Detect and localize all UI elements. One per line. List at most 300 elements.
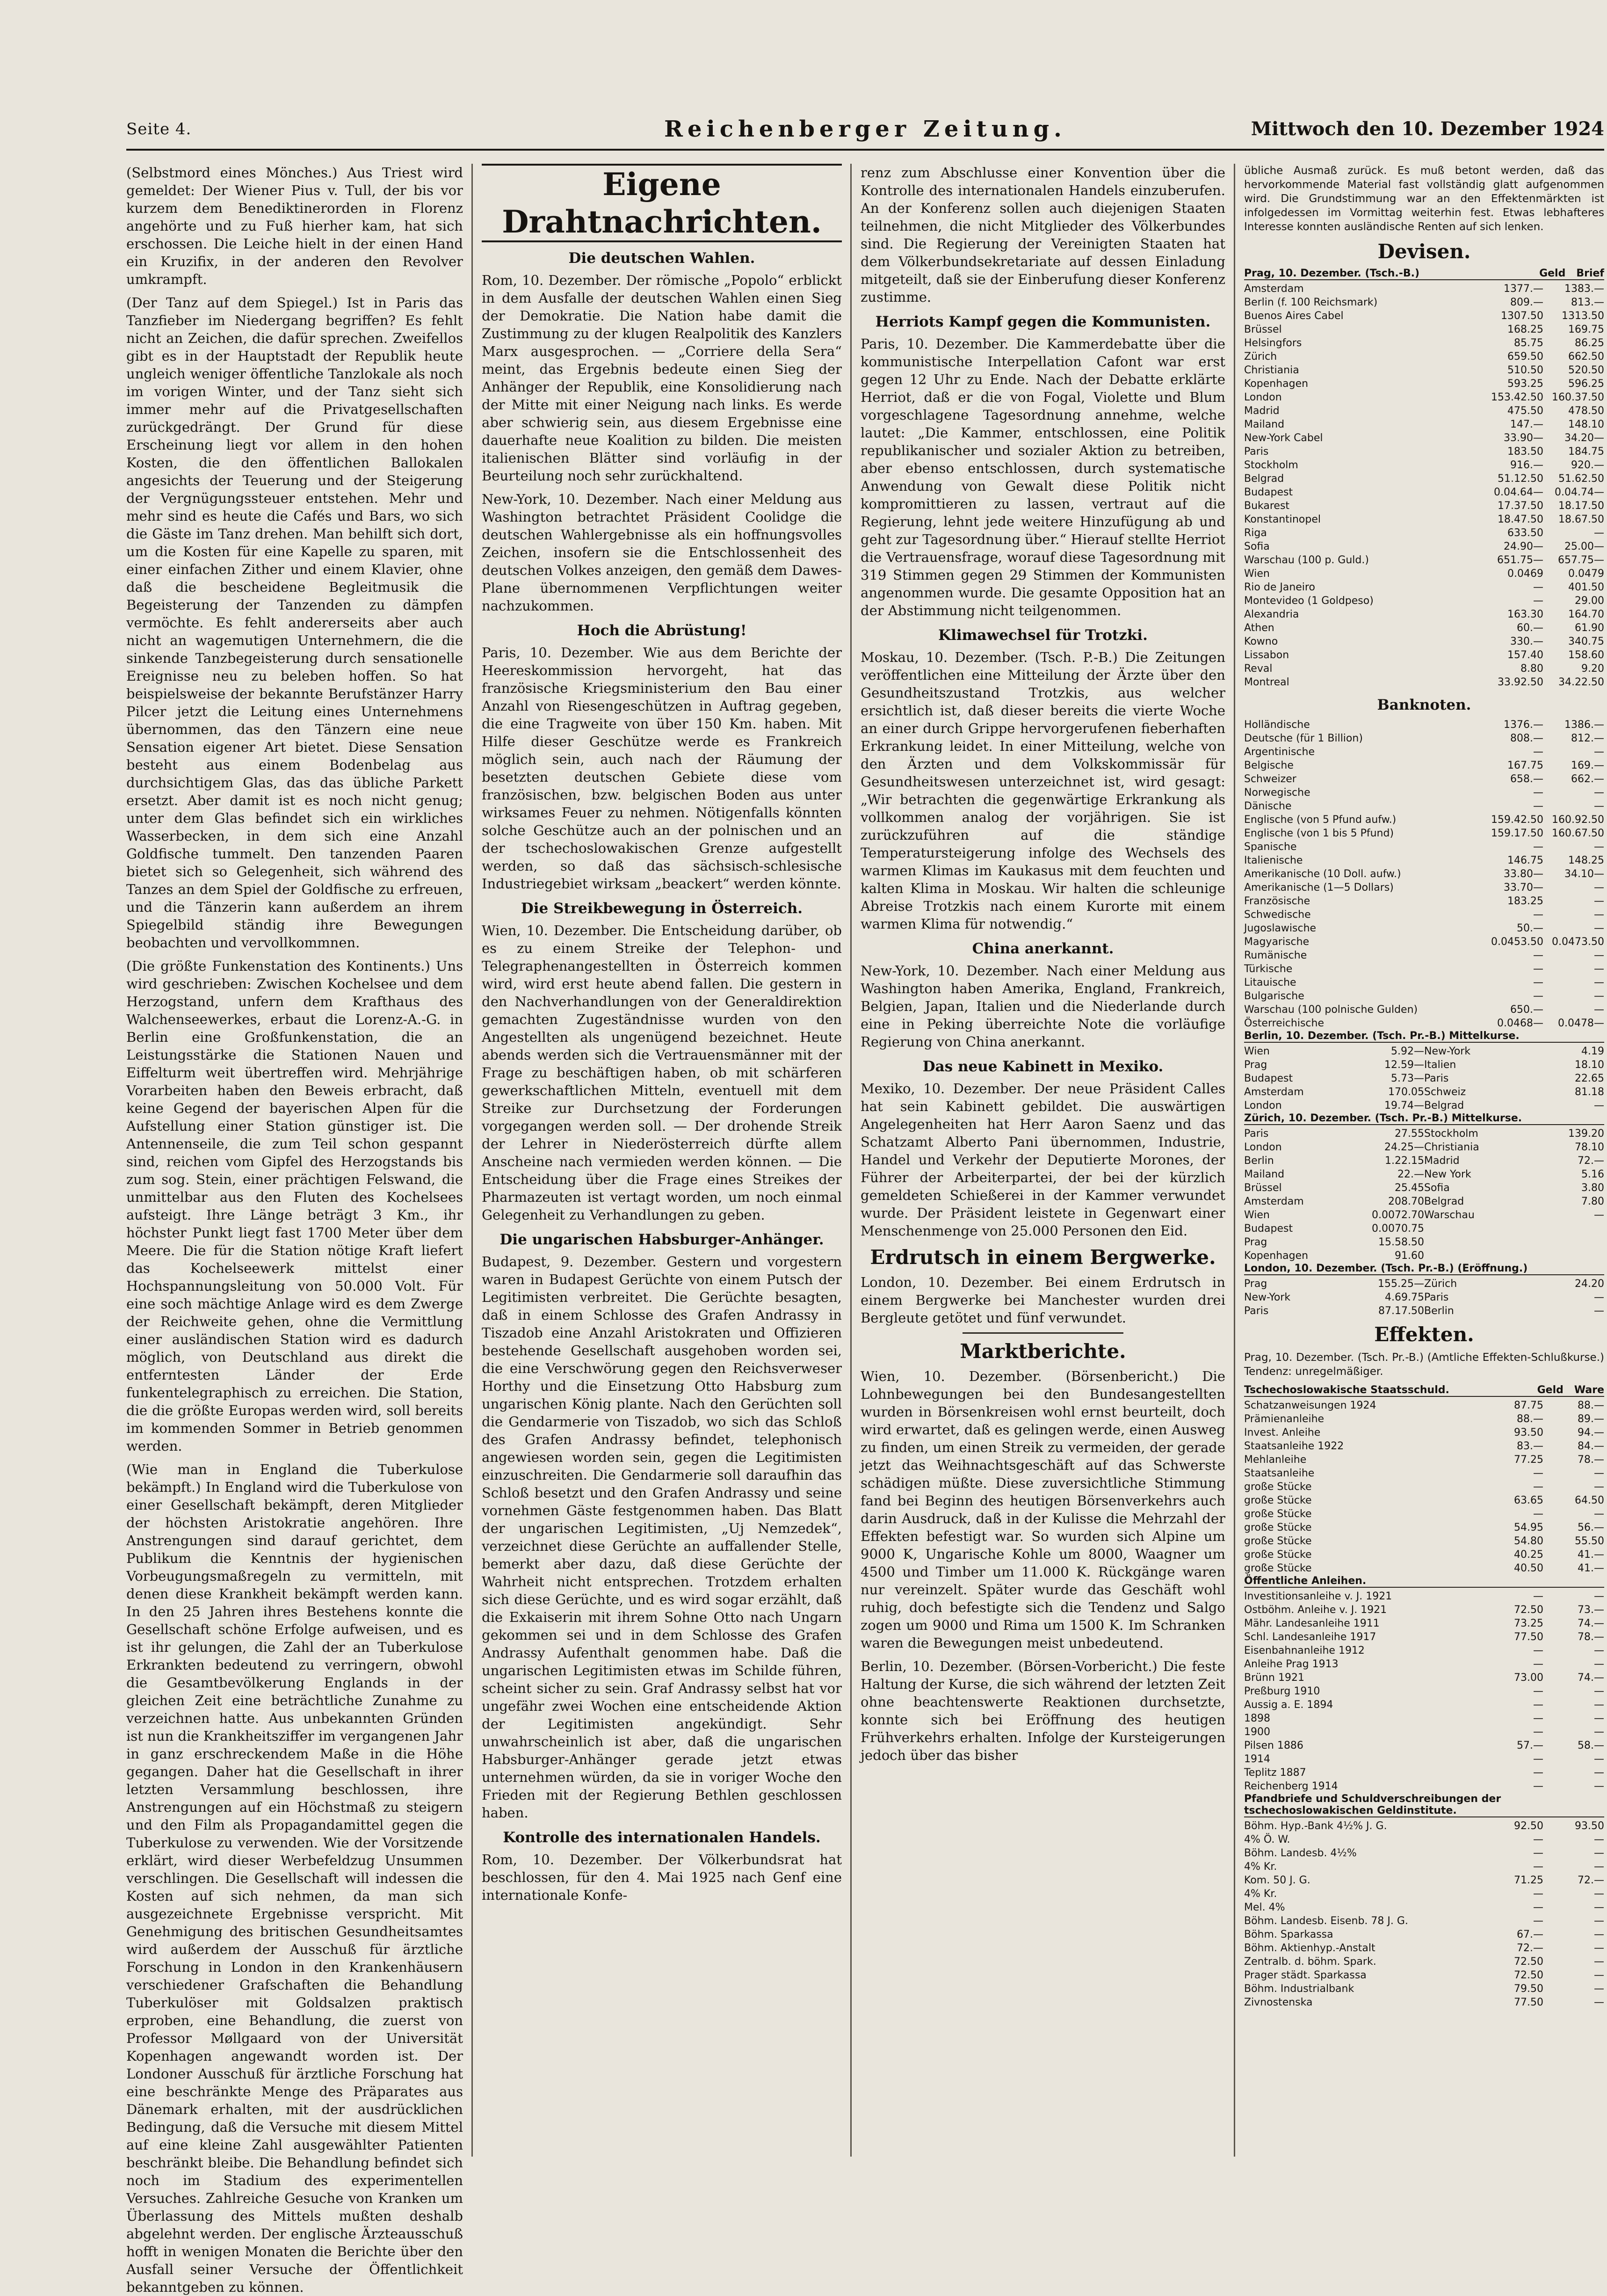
table-row — [1244, 526, 1604, 540]
row-value: 0.0469 — [1507, 568, 1543, 580]
row-value: 659.50 — [1507, 351, 1543, 363]
row-label: Aussig a. E. 1894 — [1244, 1699, 1333, 1711]
article-monk: (Selbstmord eines Mönches.) Aus Triest wird gemeldet: Der Wiener Pius v. Tull, der bis vor kurzem dem Benediktinerorden in Florenz angehörte und zu Fuß hierher kam, hat sich erschossen. Die Leiche hielt in der einen Hand ein Kruzifix, in der anderen den Revolver umkrampft. — [126, 165, 463, 287]
row-label: Böhm. Landesb. 4½% — [1244, 1847, 1357, 1859]
table-row — [1244, 1671, 1604, 1685]
row-value: 1307.50 — [1501, 310, 1543, 322]
table-row — [1244, 881, 1604, 894]
row-value: 51.12.50 — [1498, 473, 1543, 485]
table-row — [1244, 472, 1604, 486]
row-label: Mel. 4% — [1244, 1902, 1285, 1913]
row-value: — — [1594, 841, 1604, 853]
row-value: 18.47.50 — [1498, 514, 1543, 525]
row-label: Wien — [1244, 1209, 1270, 1221]
row-label: Montreal — [1244, 676, 1289, 688]
row-value: 83.— — [1517, 1440, 1543, 1452]
row-value: 657.75— — [1558, 554, 1604, 566]
row-label: Holländische — [1244, 719, 1310, 731]
row-value: 33.80— — [1504, 868, 1543, 880]
row-value: 40.25 — [1514, 1549, 1543, 1561]
table-row — [1244, 1521, 1604, 1534]
row-value: — — [1594, 1956, 1604, 1968]
effekten-table — [1244, 1399, 1604, 1575]
table-row — [1244, 732, 1604, 745]
row-value: 87.17.50 — [1378, 1305, 1424, 1317]
table-row — [1244, 1195, 1604, 1208]
table-row — [1244, 1780, 1604, 1793]
row-label: Stockholm — [1244, 459, 1298, 471]
row-value: 22.— — [1397, 1169, 1424, 1180]
pfand-header — [1244, 1793, 1604, 1817]
row-value: 60.— — [1517, 622, 1543, 634]
row-value: — — [1533, 963, 1543, 975]
row-label: Berlin (f. 100 Reichsmark) — [1244, 297, 1378, 308]
row-value: 93.50 — [1575, 1820, 1604, 1832]
row-value: Paris — [1424, 1292, 1449, 1303]
row-value: — — [1594, 1997, 1604, 2008]
row-value: 51.62.50 — [1558, 473, 1604, 485]
row-label: Paris — [1244, 446, 1269, 458]
row-value: — — [1594, 800, 1604, 812]
oeffentliche-anleihen-table — [1244, 1590, 1604, 1793]
row-value: — — [1533, 977, 1543, 988]
row-value: — — [1594, 977, 1604, 988]
row-label: Kopenhagen — [1244, 1250, 1309, 1262]
table-row — [1244, 1439, 1604, 1453]
zurich-table — [1244, 1127, 1604, 1263]
row-value: 34.10— — [1564, 868, 1604, 880]
devisen-title: Devisen. — [1377, 240, 1471, 263]
row-label: Belgische — [1244, 760, 1294, 771]
row-value: — — [1594, 1481, 1604, 1493]
row-label: Rumänische — [1244, 950, 1307, 961]
article-text: New-York, 10. Dezember. Nach einer Meldung aus Washington betrachtet Präsident Coolidge die deutschen Wahlergebnisse als ein hoffnungsvolles Zeichen, insofern sie die Entschlossenheit des deutschen Volkes anzeigen, den gemäß dem Dawes-Plane übernommenen Verpflichtungen weiter nachzukommen. — [482, 491, 842, 614]
article-text: Wien, 10. Dezember. (Börsenbericht.) Die Lohnbewegungen bei den Bundesangestellten wurden in Börsenkreisen wohl ernst beurteilt, doch wird erwartet, daß es gelingen werde, einen Ausweg zu finden, um einen Streik zu vermeiden, der gerade jetzt das Weihnachtsgeschäft auf das Schwerste schädigen müßte. Diese zuversichtliche Stimmung fand bei Beginn des heutigen Börsenverkehrs auch darin Ausdruck, daß in der Kulisse die Mehrzahl der Effekten befestigt war. So wurden sich Alpine um 9000 K, Ungarische Kohle um 8000, Waagner um 4500 und Timber um 11.000 K. Rückgänge waren nur vereinzelt. Später wurde das Geschäft wohl ruhig, doch befestigte sich die Tendenz und Salgo zogen um 9000 und Rima um 1500 K. Im Schranken waren die Bewegungen meist unbedeutend. — [861, 1368, 1225, 1651]
table-row — [1244, 759, 1604, 772]
row-label: große Stücke — [1244, 1508, 1312, 1520]
article-text: Paris, 10. Dezember. Die Kammerdebatte über die kommunistische Interpellation Cafont war erst gegen 12 Uhr zu Ende. Nach der Debatte erklärte Herriot, daß er die von Fogal, Violette und Blum vorgeschlagene Tagesordnung annehme, welche lautet: „Die Kammer, entschlossen, eine Politik republikanischer und sozialer Aktion zu betreiben, aber ebenso entschlossen, durch systematische Anwendung von Gewalt diese Politik nicht kompromittieren zu lassen, vertraut auf die Regierung, lehnt jede weitere Hinzufügung ab und geht zur Tagesordnung über.“ Hierauf stellte Herriot die Vertrauensfrage, worauf diese Tagesordnung mit 319 Stimmen gegen 29 Stimmen der Kommunisten angenommen wurde. Die gesamte Opposition hat an der Abstimmung nicht teilgenommen. — [861, 336, 1225, 618]
berlin-header — [1244, 1030, 1604, 1043]
row-value: 72.50 — [1514, 1604, 1543, 1616]
row-value: — — [1594, 1942, 1604, 1954]
row-value: 18.17.50 — [1558, 500, 1604, 512]
row-value: 330.— — [1510, 636, 1543, 647]
row-value: 520.50 — [1568, 364, 1604, 376]
row-value: — — [1594, 909, 1604, 921]
row-value: 73.00 — [1514, 1672, 1543, 1684]
row-label: Konstantinopel — [1244, 514, 1321, 525]
london-head-text: London, 10. Dezember. (Tsch. Pr.-B.) (Eröffnung.) — [1244, 1263, 1528, 1274]
devisen-table — [1244, 282, 1604, 689]
article-text: Rom, 10. Dezember. Der römische „Popolo“ erblickt in dem Ausfalle der deutschen Wahlen einen Sieg der Demokratie. Die Nation habe damit die Zustimmung zu der klugen Realpolitik des Kanzlers Marx ausgesprochen. — „Corriere della Sera“ meint, das Ergebnis bedeute einen Sieg der Anhänger der Republik, eine Konsolidierung nach der Mitte mit einer Neigung nach links. Es werde aber schwierig sein, aus diesem Ergebnisse eine dauerhafte neue Koalition zu bilden. Die meisten italienischen Blätter sind vorläufig in der Beurteilung noch sehr zurückhaltend. — [482, 272, 842, 484]
headline: Kontrolle des internationalen Handels. — [503, 1829, 821, 1846]
row-value: 0.0453.50 — [1491, 936, 1543, 948]
table-row — [1244, 608, 1604, 621]
row-value: 41.— — [1578, 1549, 1604, 1561]
row-value: Italien — [1424, 1059, 1456, 1071]
zurich-header — [1244, 1112, 1604, 1125]
table-row — [1244, 922, 1604, 935]
row-label: große Stücke — [1244, 1535, 1312, 1547]
row-value: — — [1533, 1468, 1543, 1479]
table-row — [1244, 676, 1604, 689]
table-row — [1244, 1249, 1604, 1263]
row-value — [1543, 1235, 1604, 1249]
row-value: 169.— — [1571, 760, 1604, 771]
table-row — [1244, 1860, 1604, 1874]
table-row — [1244, 827, 1604, 840]
row-label: Dänische — [1244, 800, 1292, 812]
row-label: Kopenhagen — [1244, 378, 1309, 390]
row-label: Amerikanische (10 Doll. aufw.) — [1244, 868, 1401, 880]
effekten-title: Effekten. — [1374, 1323, 1474, 1346]
table-row — [1244, 962, 1604, 976]
row-label: Ostböhm. Anleihe v. J. 1921 — [1244, 1604, 1387, 1616]
row-value: 9.20 — [1581, 663, 1604, 675]
row-value: — — [1533, 1847, 1543, 1859]
row-label: Zürich — [1244, 351, 1277, 363]
row-label: Invest. Anleihe — [1244, 1427, 1321, 1439]
headline: Klimawechsel für Trotzki. — [938, 627, 1148, 644]
row-value: 56.— — [1578, 1522, 1604, 1533]
row-value: Belgrad — [1424, 1100, 1464, 1112]
row-value: 63.65 — [1514, 1495, 1543, 1506]
table-row — [1244, 745, 1604, 759]
pfandbriefe-table — [1244, 1819, 1604, 2009]
row-value: 401.50 — [1568, 581, 1604, 593]
row-label: große Stücke — [1244, 1549, 1312, 1561]
table-row — [1244, 1494, 1604, 1507]
row-value: 64.50 — [1575, 1495, 1604, 1506]
row-label: Teplitz 1887 — [1244, 1767, 1306, 1779]
row-value: — — [1594, 1983, 1604, 1995]
column-3 — [861, 164, 1225, 2152]
table-row — [1244, 1603, 1604, 1617]
row-value: 87.75 — [1514, 1400, 1543, 1411]
row-label: Böhm. Industrialbank — [1244, 1983, 1354, 1995]
table-row — [1244, 567, 1604, 581]
row-value: 15.58.50 — [1378, 1236, 1424, 1248]
row-label: Prämienanleihe — [1244, 1413, 1325, 1425]
table-row — [1244, 1127, 1604, 1141]
table-row — [1244, 1833, 1604, 1846]
table-row — [1244, 1712, 1604, 1725]
row-value: 40.50 — [1514, 1562, 1543, 1574]
row-value: 1386.— — [1564, 719, 1604, 731]
table-row — [1244, 1154, 1604, 1168]
column-rule — [1234, 164, 1235, 2157]
row-value: — — [1533, 746, 1543, 758]
table-row — [1244, 935, 1604, 949]
table-row — [1244, 1045, 1604, 1058]
table-row — [1244, 1698, 1604, 1712]
table-row — [1244, 499, 1604, 513]
row-value: 0.0478— — [1558, 1017, 1604, 1029]
row-value: 78.— — [1578, 1631, 1604, 1643]
row-label: Französische — [1244, 895, 1310, 907]
row-value: 8.80 — [1520, 663, 1543, 675]
table-row — [1244, 1017, 1604, 1030]
table-row — [1244, 813, 1604, 827]
row-value: — — [1533, 1726, 1543, 1738]
column-4 — [1244, 164, 1604, 2152]
row-value: — — [1594, 1508, 1604, 1520]
table-row — [1244, 1819, 1604, 1833]
row-value: 17.37.50 — [1498, 500, 1543, 512]
table-row — [1244, 336, 1604, 350]
article-text: Berlin, 10. Dezember. (Börsen-Vorbericht.) Die feste Haltung der Kurse, die sich während der letzten Zeit ohne beachtenswerte Reaktionen durchsetzte, konnte sich bei Eröffnung des heutigen Frühverkehrs erhalten. Infolge der Kursteigerungen jedoch über das bisher — [861, 1658, 1225, 1763]
table-row — [1244, 1480, 1604, 1494]
table-row — [1244, 1003, 1604, 1017]
headline: Die Streikbewegung in Österreich. — [521, 900, 803, 917]
column-2 — [482, 164, 842, 2152]
row-label: Jugoslawische — [1244, 923, 1317, 934]
table-row — [1244, 1453, 1604, 1467]
row-label: Litauische — [1244, 977, 1296, 988]
row-label: Amsterdam — [1244, 283, 1304, 295]
article-tuberculosis: (Wie man in England die Tuberkulose bekämpft.) In England wird die Tuberkulose von einer Gesellschaft bekämpft, deren Mitglieder der höchsten Aristokratie angehören. Ihre Anstrengungen sind darauf gerichtet, dem Publikum die Kenntnis der hygienischen Vorbeugungsmaßregeln zu vermitteln, mit denen diese Krankheit bekämpft werden kann. In den 25 Jahren ihres Bestehens konnte die Gesellschaft schöne Erfolge aufweisen, und es ist ihr gelungen, die Zahl der an Tuberkulose Erkrankten bedeutend zu verringern, obwohl die Gesamtbevölkerung Englands in der gleichen Zeit eine beträchtliche Zunahme zu verzeichnen hatte. Aus unbekannten Gründen ist nun die Krankheitsziffer im vergangenen Jahr in ganz erschreckendem Maße in die Höhe gegangen. Daher hat die Gesellschaft in ihrer letzten Versammlung beschlossen, ihre Anstrengungen auf ein Höchstmaß zu steigern und den Film als Propagandamittel gegen die Tuberkulose zu verwenden. Wie der Vorsitzende erklärt, wird dieser Werbefeldzug Unsummen verschlingen. Die Gesellschaft will indessen die Kosten auf sich nehmen, da man sich ausgezeichnete Ergebnisse verspricht. Mit Genehmigung des britischen Gesundheitsamtes wird außerdem der Ausschuß für ärztliche Forschung in London in den Krankenhäusern verschiedener Grafschaften die Behandlung Tuberkulöser mit Goldsalzen praktisch erproben, eine Behandlung, die zuerst von Professor Møllgaard von der Universität Kopenhagen angewandt worden ist. Der Londoner Ausschuß für ärztliche Forschung hat eine beschränkte Menge des Präparates aus Dänemark erhalten, mit der ausdrücklichen Bedingung, daß die Versuche mit diesem Mittel auf eine kleine Zahl ausgewählter Patienten beschränkt bleibe. Die Behandlung befindet sich noch im Stadium des experimentellen Versuches. Zahlreiche Gesuche von Kranken um Überlassung des Mittels mußten deshalb abgelehnt werden. Der englische Ärzteausschuß hofft in wenigen Monaten die Berichte über den Ausfall seiner Versuche der Öffentlichkeit bekanntgeben zu können. — [126, 1461, 463, 2295]
row-value: 5.92— — [1391, 1046, 1424, 1057]
row-value: — — [1533, 950, 1543, 961]
row-value: 57.— — [1517, 1740, 1543, 1751]
row-value: — — [1533, 1780, 1543, 1792]
table-row — [1244, 445, 1604, 458]
row-value: Christiania — [1424, 1141, 1479, 1153]
row-value: 0.0468— — [1497, 1017, 1543, 1029]
row-value: 54.95 — [1514, 1522, 1543, 1533]
row-label: Bulgarische — [1244, 990, 1304, 1002]
table-row — [1244, 1181, 1604, 1195]
row-label: große Stücke — [1244, 1481, 1312, 1493]
row-value: 93.50 — [1514, 1427, 1543, 1439]
table-row — [1244, 1141, 1604, 1154]
row-label: Italienische — [1244, 855, 1303, 866]
row-label: Zentralb. d. böhm. Spark. — [1244, 1956, 1376, 1968]
table-row — [1244, 1412, 1604, 1426]
row-label: Mailand — [1244, 419, 1285, 430]
row-label: Anleihe Prag 1913 — [1244, 1658, 1339, 1670]
table-row — [1244, 1928, 1604, 1941]
row-value: — — [1594, 963, 1604, 975]
row-value: 812.— — [1571, 733, 1604, 744]
row-value: 510.50 — [1507, 364, 1543, 376]
row-value: 5.16 — [1581, 1169, 1604, 1180]
table-row — [1244, 786, 1604, 799]
row-value: 662.50 — [1568, 351, 1604, 363]
row-value: — — [1594, 746, 1604, 758]
table-row — [1244, 635, 1604, 648]
row-value: 183.25 — [1507, 895, 1543, 907]
row-label: Böhm. Landesb. Eisenb. 78 J. G. — [1244, 1915, 1408, 1927]
table-row — [1244, 799, 1604, 813]
devisen-header — [1244, 268, 1604, 280]
row-value: 81.18 — [1575, 1086, 1604, 1098]
row-value: 88.— — [1517, 1413, 1543, 1425]
row-value: 478.50 — [1568, 405, 1604, 417]
row-label: London — [1244, 1100, 1282, 1112]
table-row — [1244, 1874, 1604, 1887]
row-value: 1383.— — [1564, 283, 1604, 295]
headline: Hoch die Abrüstung! — [577, 622, 747, 639]
row-value: 1377.— — [1504, 283, 1543, 295]
row-value: 340.75 — [1568, 636, 1604, 647]
table-row — [1244, 840, 1604, 854]
table-row — [1244, 1657, 1604, 1671]
row-label: New-York — [1244, 1292, 1291, 1303]
row-value: 1.22.15 — [1385, 1155, 1424, 1167]
london-header — [1244, 1263, 1604, 1275]
row-value: 33.92.50 — [1498, 676, 1543, 688]
headline: Herriots Kampf gegen die Kommunisten. — [875, 313, 1211, 330]
table-row — [1244, 1291, 1604, 1304]
row-label: Brüssel — [1244, 1182, 1282, 1194]
row-value: 139.20 — [1568, 1128, 1604, 1140]
row-value: — — [1594, 923, 1604, 934]
noten-title: Banknoten. — [1377, 697, 1471, 713]
row-value: 33.90— — [1504, 432, 1543, 444]
row-value: 167.75 — [1507, 760, 1543, 771]
row-value: 89.— — [1578, 1413, 1604, 1425]
table-row — [1244, 1399, 1604, 1412]
row-label: Warschau (100 p. Guld.) — [1244, 554, 1369, 566]
table-row — [1244, 1887, 1604, 1901]
table-row — [1244, 581, 1604, 594]
row-label: 4% Kr. — [1244, 1888, 1277, 1900]
row-value: 12.59— — [1384, 1059, 1424, 1071]
row-value: 72.50 — [1514, 1969, 1543, 1981]
row-value: 84.— — [1578, 1440, 1604, 1452]
article-text: New-York, 10. Dezember. Nach einer Meldung aus Washington haben Amerika, England, Frankreich, Belgien, Japan, Italien und die Niederlande durch eine in Peking überreichte Note die vorläufige Regierung von China anerkannt. — [861, 963, 1225, 1050]
table-row — [1244, 621, 1604, 635]
row-value: 29.00 — [1575, 595, 1604, 607]
page-header — [126, 116, 1604, 151]
table-row — [1244, 989, 1604, 1003]
row-value — [1424, 1249, 1543, 1263]
row-value: 78.— — [1578, 1454, 1604, 1466]
row-value: — — [1594, 950, 1604, 961]
table-row — [1244, 458, 1604, 472]
oeff-header — [1244, 1575, 1604, 1588]
effekten-sub: Tschechoslowakische Staatsschuld. — [1244, 1384, 1449, 1396]
row-value: 170.05 — [1388, 1086, 1424, 1098]
row-value: 24.20 — [1575, 1278, 1604, 1290]
row-label: Investitionsanleihe v. J. 1921 — [1244, 1591, 1392, 1602]
table-row — [1244, 1085, 1604, 1099]
table-row — [1244, 908, 1604, 922]
table-row — [1244, 1426, 1604, 1439]
column-1 — [126, 164, 463, 2295]
row-value: 67.— — [1517, 1929, 1543, 1940]
row-value: 169.75 — [1568, 324, 1604, 335]
headline: Das neue Kabinett in Mexiko. — [922, 1058, 1164, 1075]
row-value: 27.55 — [1395, 1128, 1424, 1140]
row-value: 88.— — [1578, 1400, 1604, 1411]
row-value: 159.42.50 — [1491, 814, 1543, 826]
row-label: Athen — [1244, 622, 1274, 634]
table-row — [1244, 391, 1604, 404]
table-row — [1244, 1562, 1604, 1575]
row-value: — — [1594, 1713, 1604, 1724]
row-value: — — [1533, 1902, 1543, 1913]
row-label: 1898 — [1244, 1713, 1270, 1724]
row-label: Spanische — [1244, 841, 1297, 853]
article-mirror-dance: (Der Tanz auf dem Spiegel.) Ist in Paris das Tanzfieber im Niedergang begriffen? Es fehlt nicht an Zeichen, die dafür sprechen. Zweifellos gibt es in der Hauptstadt der Republik heute ungleich weniger öffentliche Tanzlokale als noch im vorigen Winter, und der Tanz sieht sich immer mehr auf die Privatgesellschaften zurückgedrängt. Der Grund für diese Erscheinung liegt vor allem in den hohen Kosten, die den öffentlichen Ballokalen angesichts der Teuerung und der Steigerung der Vergnügungssteuer entstehen. Mehr und mehr sind es heute die Cafés und Bars, wo sich die Gäste im Tanz drehen. Man behilft sich dort, um die Kosten für eine Kapelle zu sparen, mit einer einfachen Zither und einem Klavier, ohne daß die bescheidene Begleitmusik die Begeisterung der Tanzenden zu dämpfen vermöchte. Es fehlt andererseits aber auch nicht an wagemutigen Unternehmern, die die sinkende Tanzbegeisterung durch sensationelle Ereignisse neu zu beleben hoffen. So hat beispielsweise der bekannte Berufstänzer Harry Pilcer jetzt die Leitung eines Unternehmens übernommen, das den Tänzern eine neue Sensation eigener Art bietet. Diese Sensation besteht aus einem Bodenbelag aus durchsichtigem Glas, das das übliche Parkett ersetzt. Aber damit ist es noch nicht genug; unter dem Glas befindet sich ein wirkliches Wasserbecken, in dem sich eine Anzahl Goldfische tummelt. Den tanzenden Paaren bietet sich so Gelegenheit, sich während des Tanzes an dem Spiel der Goldfische zu erfreuen, und die Tänzerin kann außerdem an ihrem Spiegelbild ständig ihre Bewegungen beobachten und vervollkommnen. — [126, 295, 463, 951]
row-label: London — [1244, 392, 1282, 403]
row-label: Prag — [1244, 1236, 1267, 1248]
separator — [963, 1332, 1123, 1334]
row-value: — — [1594, 1305, 1604, 1317]
table-row — [1244, 540, 1604, 553]
row-label: Paris — [1244, 1305, 1269, 1317]
row-value: — — [1594, 895, 1604, 907]
table-row — [1244, 1277, 1604, 1291]
row-value: — — [1594, 787, 1604, 799]
row-value: Sofia — [1424, 1182, 1450, 1194]
row-value: 92.50 — [1514, 1820, 1543, 1832]
row-value: 72.50 — [1514, 1956, 1543, 1968]
table-row — [1244, 1955, 1604, 1969]
row-value: 658.— — [1510, 773, 1543, 785]
row-label: Montevideo (1 Goldpeso) — [1244, 595, 1374, 607]
row-label: Zivnostenska — [1244, 1997, 1313, 2008]
row-value: 0.0473.50 — [1552, 936, 1604, 948]
headline: Die ungarischen Habsburger-Anhänger. — [499, 1231, 824, 1248]
row-value: — — [1533, 787, 1543, 799]
row-value: 160.37.50 — [1552, 392, 1604, 403]
row-label: Amsterdam — [1244, 1086, 1304, 1098]
row-value: 77.50 — [1514, 1631, 1543, 1643]
row-value: — — [1594, 1699, 1604, 1711]
devisen-head-text: Prag, 10. Dezember. (Tsch.-B.) — [1244, 268, 1420, 279]
row-label: Pilsen 1886 — [1244, 1740, 1303, 1751]
row-value: 18.67.50 — [1558, 514, 1604, 525]
row-value: 77.25 — [1514, 1454, 1543, 1466]
table-row — [1244, 1590, 1604, 1603]
article-text: Paris, 10. Dezember. Wie aus dem Berichte der Heereskommission hervorgeht, hat das französische Kriegsministerium den Bau einer Anzahl von Riesengeschützen in Auftrag gegeben, die eine Tragweite von über 150 Km. haben. Mit Hilfe dieser Geschütze werde es Frankreich möglich sein, auch nach der Räumung der besetzten deutschen Gebiete diese vom französischen, bzw. belgischen Boden aus unter wirksames Feuer zu nehmen. Nötigenfalls könnten solche Geschütze auch an der polnischen und an der tschechoslowakischen Grenze aufgestellt werden, so daß das sächsisch-schlesische Industriegebiet wirksam „beackert“ werden könnte. — [482, 645, 842, 892]
row-value: 24.90— — [1504, 541, 1543, 552]
row-value: 73.— — [1578, 1604, 1604, 1616]
row-label: Preßburg 1910 — [1244, 1686, 1320, 1697]
article-text: Budapest, 9. Dezember. Gestern und vorgestern waren in Budapest Gerüchte von einem Putsch der Legitimisten verbreitet. Die Gerüchte besagten, daß in einem Schlosse des Grafen Andrassy in Tiszadob eine Anzahl Aristokraten und Offizieren bestehende Gesellschaft ausgehoben worden sei, die eine Verschwörung gegen den Reichsverweser Horthy und die Einsetzung Otto Habsburg zum ungarischen König plante. Nach den Gerüchten soll die Gendarmerie von Tiszadob, wo sich das Schloß des Grafen Andrassy befindet, telephonisch angewiesen worden sein, gegen die Legitimisten einzuschreiten. Die Gendarmerie soll daraufhin das Schloß besetzt und den Grafen Andrassy und seine vornehmen Gäste festgenommen haben. Das Blatt der ungarischen Legitimisten, „Uj Nemzedek“, verzeichnet diese Gerüchte an auffallender Stelle, bemerkt aber dazu, daß diese Gerüchte der Wahrheit nicht entsprechen. Trotzdem erhalten sich diese Gerüchte, und es wird sogar erzählt, daß die Exkaiserin mit ihrem Sohne Otto nach Ungarn gekommen sei und in dem Schlosse des Grafen Andrassy Aufenthalt genommen habe. Daß die ungarischen Legitimisten etwas im Schilde führen, scheint sicher zu sein. Graf Andrassy selbst hat vor ungefähr zwei Wochen eine entscheidende Aktion der Legitimisten angekündigt. Sehr unwahrscheinlich ist aber, daß die ungarischen Habsburger-Anhänger gerade jetzt etwas unternehmen würden, da sie in voriger Woche den Frieden mit der Regierung Bethlen geschlossen haben. — [482, 1254, 842, 1821]
column-rule — [850, 164, 852, 2157]
table-row — [1244, 1901, 1604, 1914]
row-label: Warschau (100 polnische Gulden) — [1244, 1004, 1418, 1016]
row-value: 1376.— — [1504, 719, 1543, 731]
row-value: 71.25 — [1514, 1875, 1543, 1886]
banknoten-table — [1244, 718, 1604, 1030]
table-row — [1244, 1644, 1604, 1657]
table-row — [1244, 1739, 1604, 1752]
row-value: New York — [1424, 1169, 1471, 1180]
row-value: 19.74— — [1384, 1100, 1424, 1112]
col-geld: Geld — [1537, 1384, 1564, 1396]
effekten-sub-header — [1244, 1384, 1604, 1397]
row-label: Budapest — [1244, 1073, 1293, 1084]
row-value: Stockholm — [1424, 1128, 1478, 1140]
col-geld: Geld — [1539, 268, 1566, 279]
article-text: Moskau, 10. Dezember. (Tsch. P.-B.) Die Zeitungen veröffentlichen eine Mitteilung der Ärzte über den Gesundheitszustand Trotzkis, aus welcher ersichtlich ist, daß dieser bereits die vierte Woche an einer durch Grippe hervorgerufenen fieberhaften Erkrankung leidet. In einer Mitteilung, welche von den Ärzten und dem Volkskommissär für Gesundheitswesen unterzeichnet ist, wird gesagt: „Wir betrachten die gegenwärtige Erkrankung als vollkommen analog der vorjährigen. Sie ist zurückzuführen auf die ständige Temperatursteigerung infolge des Wechsels des warmen Klimas im Kaukasus mit dem feuchten und kalten Klima in Moskau. Wir halten die schleunige Abreise Trotzkis nach einem Kurorte mit einem warmen Klima für notwendig.“ — [861, 649, 1225, 932]
table-row — [1244, 1072, 1604, 1085]
row-value: 72.— — [1517, 1942, 1543, 1954]
row-value: 72.— — [1578, 1155, 1604, 1167]
article-radio-station: (Die größte Funkenstation des Kontinents.) Uns wird geschrieben: Zwischen Kochelsee und dem Herzogstand, unfern dem Krafthaus des Walchenseewerkes, erbaut die Lorenz-A.-G. in Berlin eine Großfunkenstation, die an Leistungsstärke die Stationen Nauen und Eiffelturm weit übertreffen wird. Mehrjährige Vorarbeiten haben den Beweis erbracht, daß keine Gegend der bayerischen Alpen für die Aufstellung einer Station günstiger ist. Die Antennenseile, die zum Teil schon gespannt sind, reichen vom Gipfel des Herzogstands bis zum sog. Stein, einer prächtigen Felswand, die unmittelbar aus den Fluten des Kochelsees aufsteigt. Ihre Länge beträgt 3 Km., ihr höchster Punkt liegt fast 1700 Meter über dem Meere. Die für die Station nötige Kraft liefert das Kochelseewerk mittelst einer Hochspannungsleitung von 50.000 Volt. Für eine soch mächtige Anlage wird es dem Zwerge der Reichweite gehen, ohne die Vermittlung einer ausländischen Station wird es dadurch möglich, von Deutschland aus direkt die entferntesten Länder der Erde funkentelegraphisch zu erreichen. Die Station, die die größte Europas werden wird, soll bereits im kommenden Sommer in Betrieb genommen werden. — [126, 958, 463, 1454]
row-value: — — [1594, 1902, 1604, 1913]
row-value: 593.25 — [1507, 378, 1543, 390]
row-label: Lissabon — [1244, 649, 1289, 661]
masthead: Reichenberger Zeitung. — [664, 116, 1066, 142]
row-label: Mehlanleihe — [1244, 1454, 1307, 1466]
row-label: Rio de Janeiro — [1244, 581, 1315, 593]
